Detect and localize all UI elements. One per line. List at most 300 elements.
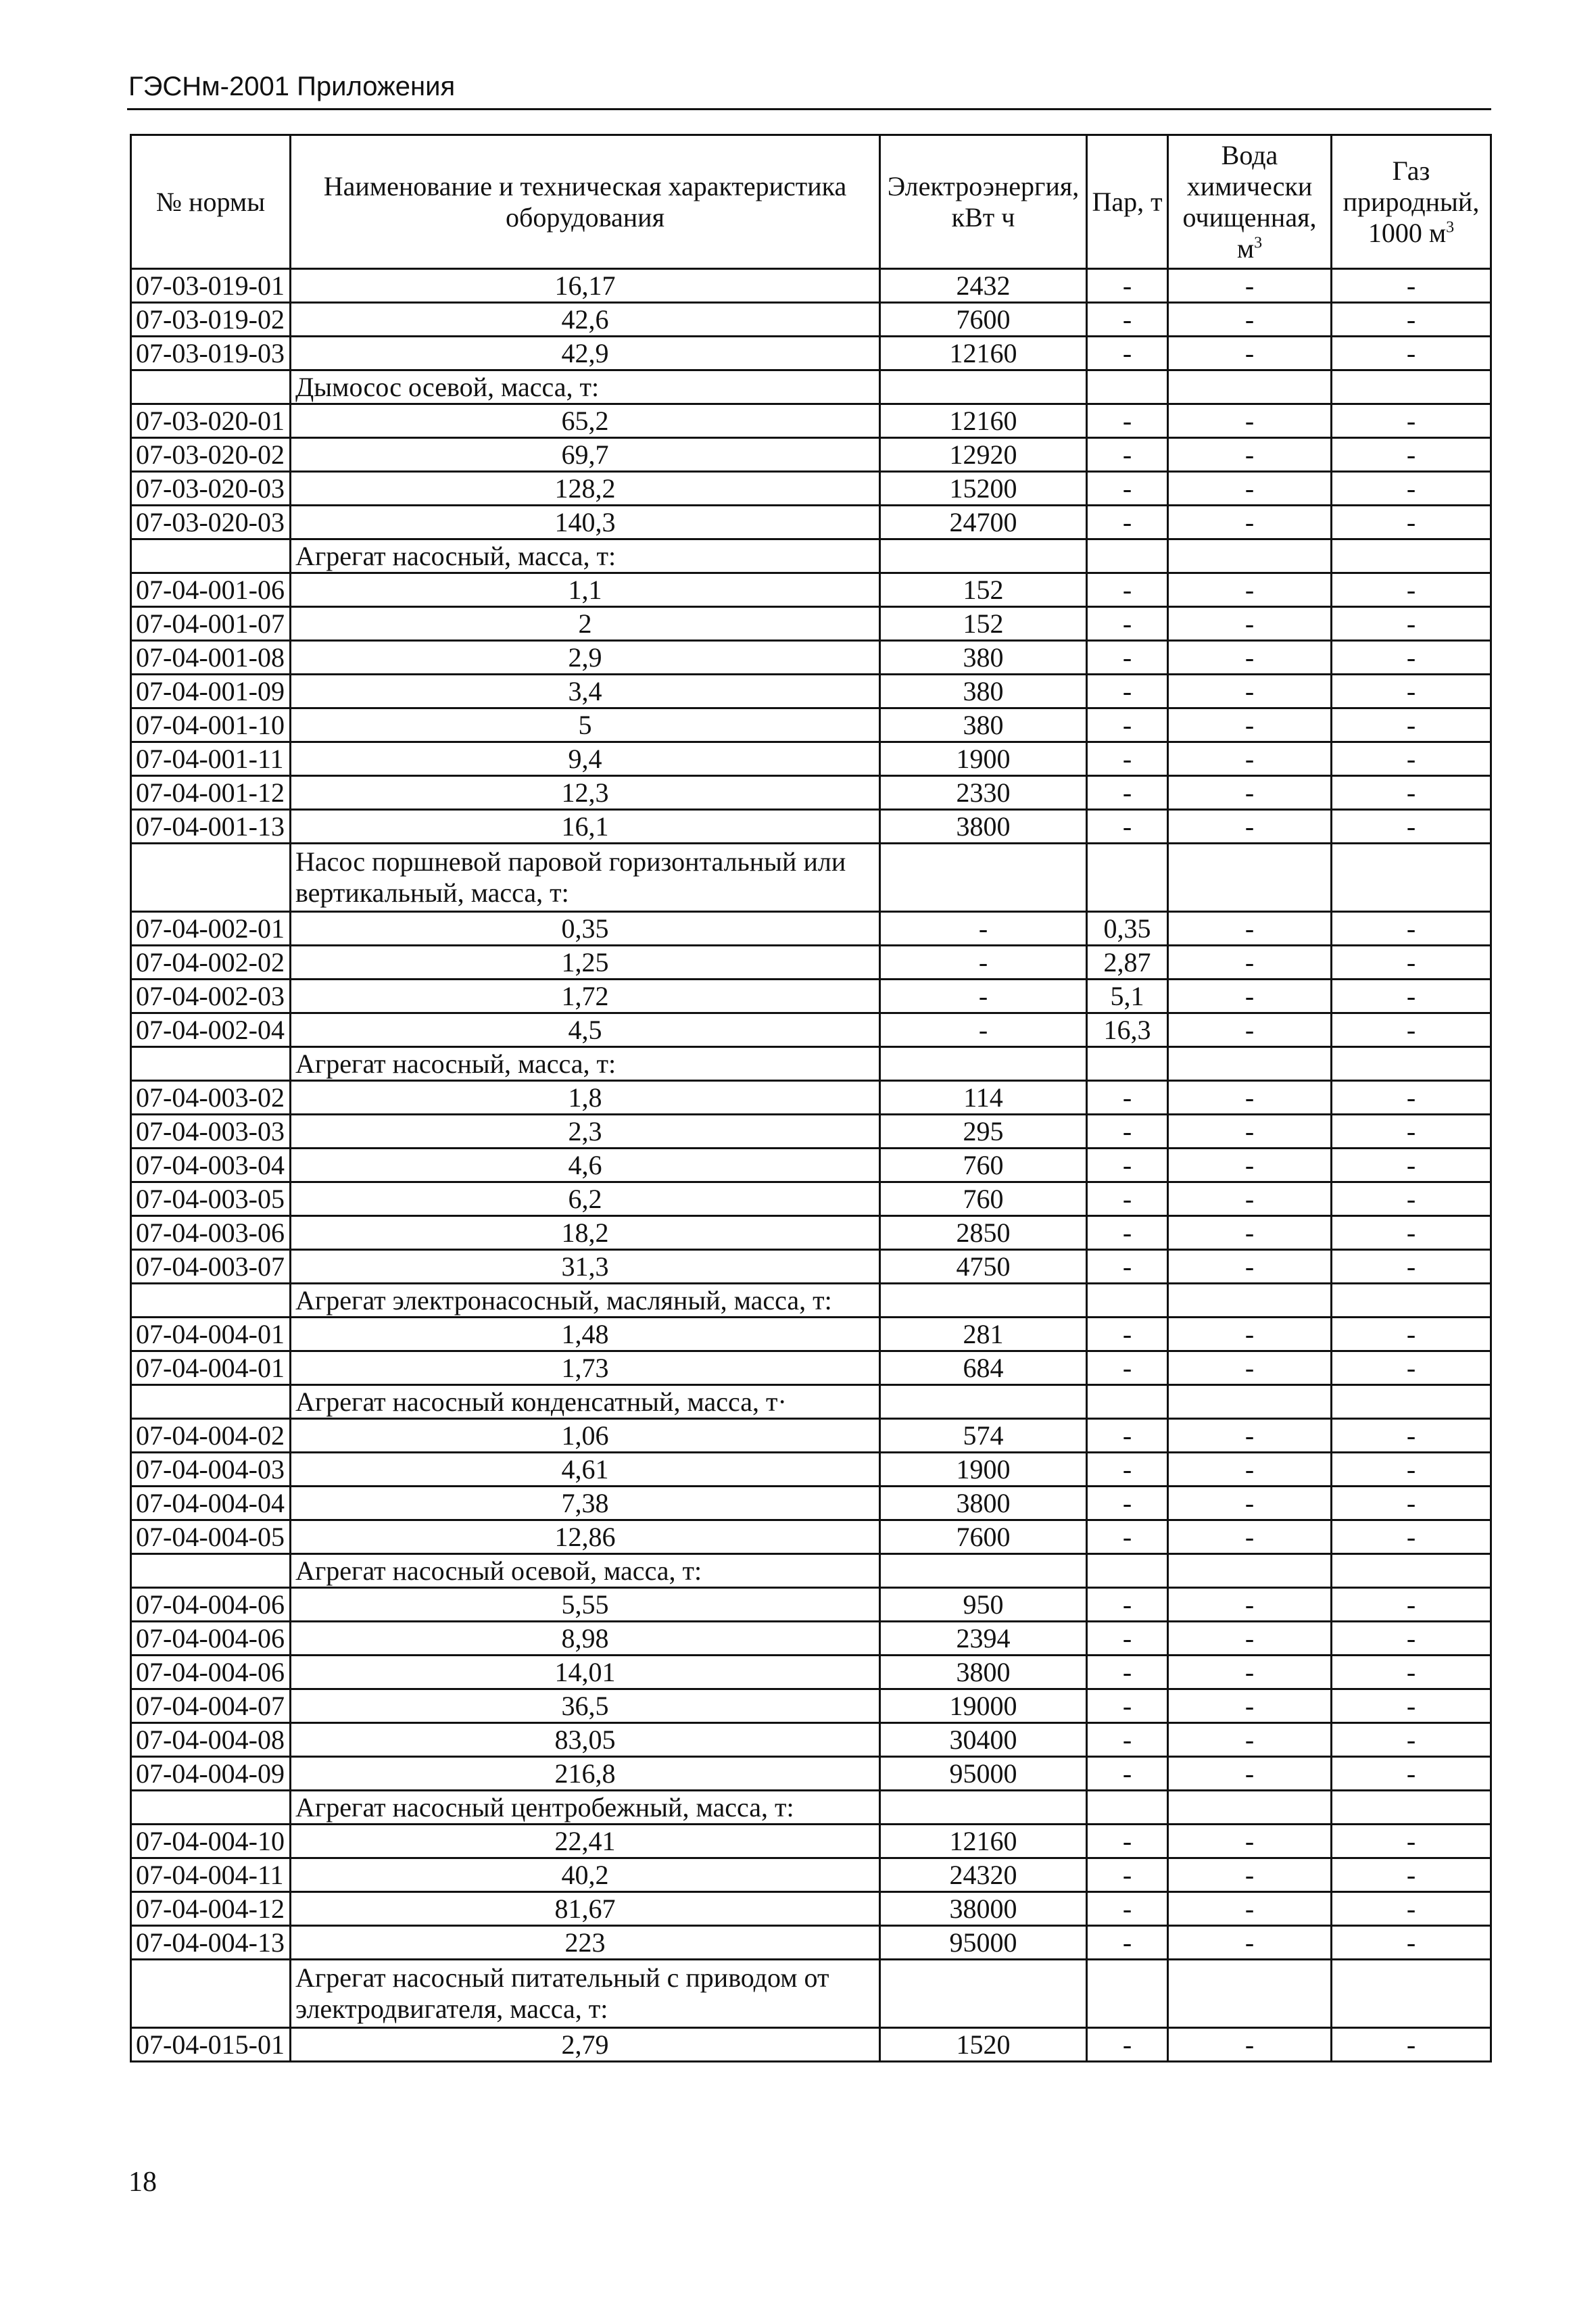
empty-cell — [131, 1284, 291, 1318]
empty-cell — [1168, 1791, 1332, 1825]
norm-code-cell: 07-04-001-07 — [131, 607, 291, 641]
norm-code-cell: 07-04-004-01 — [131, 1318, 291, 1351]
electricity-cell: 7600 — [880, 1520, 1087, 1554]
equipment-cell: 6,2 — [291, 1182, 880, 1216]
equipment-cell: 1,25 — [291, 946, 880, 980]
water-cell: - — [1168, 438, 1332, 472]
steam-cell: - — [1087, 1318, 1168, 1351]
table-row — [131, 810, 1491, 844]
empty-cell — [1168, 1960, 1332, 2028]
gas-cell: - — [1332, 675, 1491, 708]
electricity-cell: - — [880, 946, 1087, 980]
empty-cell — [1087, 844, 1168, 912]
electricity-cell: 12920 — [880, 438, 1087, 472]
water-cell: - — [1168, 1622, 1332, 1656]
table-row — [131, 1926, 1491, 1960]
electricity-cell: 19000 — [880, 1689, 1087, 1723]
water-cell: - — [1168, 1520, 1332, 1554]
water-cell: - — [1168, 269, 1332, 303]
norm-code-cell: 07-04-001-09 — [131, 675, 291, 708]
group-heading-row — [131, 539, 1491, 573]
electricity-cell: 2330 — [880, 776, 1087, 810]
empty-cell — [1332, 1554, 1491, 1588]
empty-cell — [1087, 1554, 1168, 1588]
empty-cell — [880, 1791, 1087, 1825]
norm-code-cell: 07-04-003-03 — [131, 1115, 291, 1149]
equipment-cell: 14,01 — [291, 1656, 880, 1689]
gas-cell: - — [1332, 438, 1491, 472]
gas-cell: - — [1332, 1825, 1491, 1858]
water-cell: - — [1168, 1926, 1332, 1960]
gas-cell: - — [1332, 1081, 1491, 1115]
empty-cell — [1168, 370, 1332, 404]
gas-cell: - — [1332, 980, 1491, 1013]
table-row — [131, 438, 1491, 472]
electricity-cell: 1900 — [880, 1453, 1087, 1487]
empty-cell — [131, 539, 291, 573]
equipment-cell: 1,8 — [291, 1081, 880, 1115]
empty-cell — [880, 370, 1087, 404]
col-header-electricity: Электроэнергия, кВт ч — [880, 135, 1087, 269]
gas-cell: - — [1332, 1182, 1491, 1216]
empty-cell — [880, 1960, 1087, 2028]
water-cell: - — [1168, 1115, 1332, 1149]
norm-code-cell: 07-04-004-06 — [131, 1588, 291, 1622]
norm-code-cell: 07-03-020-03 — [131, 472, 291, 506]
empty-cell — [1332, 1284, 1491, 1318]
water-cell: - — [1168, 912, 1332, 946]
steam-cell: - — [1087, 675, 1168, 708]
table-row — [131, 1723, 1491, 1757]
table-row — [131, 675, 1491, 708]
water-cell: - — [1168, 1013, 1332, 1047]
steam-cell: - — [1087, 303, 1168, 337]
electricity-cell: 38000 — [880, 1892, 1087, 1926]
empty-cell — [1332, 370, 1491, 404]
gas-cell: - — [1332, 946, 1491, 980]
table-header-row — [131, 135, 1491, 269]
steam-cell: - — [1087, 1520, 1168, 1554]
empty-cell — [880, 1554, 1087, 1588]
steam-cell: 5,1 — [1087, 980, 1168, 1013]
norm-code-cell: 07-04-004-04 — [131, 1487, 291, 1520]
gas-cell: - — [1332, 1520, 1491, 1554]
gas-cell: - — [1332, 1757, 1491, 1791]
steam-cell: - — [1087, 1149, 1168, 1182]
gas-cell: - — [1332, 472, 1491, 506]
steam-cell: - — [1087, 1081, 1168, 1115]
equipment-cell: 3,4 — [291, 675, 880, 708]
equipment-cell: 2,3 — [291, 1115, 880, 1149]
electricity-cell: 24320 — [880, 1858, 1087, 1892]
water-cell: - — [1168, 506, 1332, 539]
norm-code-cell: 07-04-004-02 — [131, 1419, 291, 1453]
group-heading-cell: Агрегат насосный конденсатный, масса, т· — [291, 1385, 880, 1419]
empty-cell — [1332, 539, 1491, 573]
water-cell: - — [1168, 573, 1332, 607]
norm-code-cell: 07-04-004-09 — [131, 1757, 291, 1791]
empty-cell — [1168, 1284, 1332, 1318]
electricity-cell: 114 — [880, 1081, 1087, 1115]
water-cell: - — [1168, 641, 1332, 675]
water-cell: - — [1168, 2028, 1332, 2062]
table-row — [131, 1419, 1491, 1453]
table-row — [131, 1588, 1491, 1622]
steam-cell: - — [1087, 2028, 1168, 2062]
electricity-cell: 760 — [880, 1149, 1087, 1182]
gas-cell: - — [1332, 1926, 1491, 1960]
steam-cell: - — [1087, 742, 1168, 776]
table-row — [131, 303, 1491, 337]
equipment-cell: 4,5 — [291, 1013, 880, 1047]
water-cell: - — [1168, 1892, 1332, 1926]
gas-cell: - — [1332, 810, 1491, 844]
water-cell: - — [1168, 1081, 1332, 1115]
gas-cell: - — [1332, 337, 1491, 370]
water-cell: - — [1168, 1757, 1332, 1791]
water-cell: - — [1168, 1588, 1332, 1622]
equipment-cell: 8,98 — [291, 1622, 880, 1656]
electricity-cell: 3800 — [880, 1487, 1087, 1520]
table-row — [131, 1351, 1491, 1385]
group-heading-cell: Агрегат электронасосный, масляный, масса, т: — [291, 1284, 880, 1318]
equipment-cell: 4,6 — [291, 1149, 880, 1182]
table-row — [131, 404, 1491, 438]
table-row — [131, 1081, 1491, 1115]
gas-cell: - — [1332, 1453, 1491, 1487]
steam-cell: - — [1087, 1588, 1168, 1622]
steam-cell: - — [1087, 337, 1168, 370]
empty-cell — [131, 844, 291, 912]
group-heading-row — [131, 370, 1491, 404]
water-cell: - — [1168, 776, 1332, 810]
gas-cell: - — [1332, 912, 1491, 946]
equipment-cell: 83,05 — [291, 1723, 880, 1757]
electricity-cell: 380 — [880, 641, 1087, 675]
gas-cell: - — [1332, 1419, 1491, 1453]
table-row — [131, 1115, 1491, 1149]
gas-cell: - — [1332, 1858, 1491, 1892]
equipment-cell: 65,2 — [291, 404, 880, 438]
equipment-cell: 7,38 — [291, 1487, 880, 1520]
col-header-equipment: Наименование и техническая характеристика оборудования — [291, 135, 880, 269]
table-row — [131, 1825, 1491, 1858]
empty-cell — [131, 1791, 291, 1825]
electricity-cell: 152 — [880, 573, 1087, 607]
steam-cell: - — [1087, 1858, 1168, 1892]
equipment-cell: 2,79 — [291, 2028, 880, 2062]
steam-cell: - — [1087, 1351, 1168, 1385]
norm-code-cell: 07-04-004-05 — [131, 1520, 291, 1554]
table-row — [131, 1656, 1491, 1689]
table-row — [131, 1757, 1491, 1791]
electricity-cell: 1520 — [880, 2028, 1087, 2062]
empty-cell — [1332, 1791, 1491, 1825]
water-cell: - — [1168, 1318, 1332, 1351]
water-cell: - — [1168, 708, 1332, 742]
water-cell: - — [1168, 1351, 1332, 1385]
water-cell: - — [1168, 980, 1332, 1013]
norm-code-cell: 07-04-004-03 — [131, 1453, 291, 1487]
table-row — [131, 269, 1491, 303]
gas-cell: - — [1332, 506, 1491, 539]
electricity-cell: 281 — [880, 1318, 1087, 1351]
equipment-cell: 1,73 — [291, 1351, 880, 1385]
table-row — [131, 506, 1491, 539]
table-row — [131, 776, 1491, 810]
steam-cell: - — [1087, 1182, 1168, 1216]
water-cell: - — [1168, 946, 1332, 980]
norm-code-cell: 07-04-004-07 — [131, 1689, 291, 1723]
norm-code-cell: 07-04-001-10 — [131, 708, 291, 742]
gas-cell: - — [1332, 1351, 1491, 1385]
steam-cell: - — [1087, 1757, 1168, 1791]
group-heading-cell: Агрегат насосный, масса, т: — [291, 539, 880, 573]
norm-code-cell: 07-04-002-02 — [131, 946, 291, 980]
equipment-cell: 1,48 — [291, 1318, 880, 1351]
table-row — [131, 1182, 1491, 1216]
steam-cell: 16,3 — [1087, 1013, 1168, 1047]
water-cell: - — [1168, 1825, 1332, 1858]
steam-cell: 0,35 — [1087, 912, 1168, 946]
steam-cell: - — [1087, 506, 1168, 539]
water-cell: - — [1168, 472, 1332, 506]
steam-cell: - — [1087, 1723, 1168, 1757]
col-header-water: Вода химически очищенная, $м^3$ — [1168, 135, 1332, 269]
equipment-cell: 2,9 — [291, 641, 880, 675]
water-cell: - — [1168, 675, 1332, 708]
table-row — [131, 1487, 1491, 1520]
equipment-cell: 42,9 — [291, 337, 880, 370]
gas-cell: - — [1332, 776, 1491, 810]
table-row — [131, 1520, 1491, 1554]
steam-cell: - — [1087, 404, 1168, 438]
equipment-cell: 16,17 — [291, 269, 880, 303]
norm-code-cell: 07-04-004-06 — [131, 1656, 291, 1689]
gas-cell: - — [1332, 1013, 1491, 1047]
electricity-cell: 380 — [880, 708, 1087, 742]
empty-cell — [1332, 1960, 1491, 2028]
table-row — [131, 1892, 1491, 1926]
equipment-cell: 69,7 — [291, 438, 880, 472]
empty-cell — [1332, 844, 1491, 912]
table-row — [131, 607, 1491, 641]
electricity-cell: - — [880, 912, 1087, 946]
table-row — [131, 1689, 1491, 1723]
electricity-cell: 12160 — [880, 404, 1087, 438]
table-row — [131, 912, 1491, 946]
col-header-gas: Газ природный, 1000 $м^3$ — [1332, 135, 1491, 269]
equipment-cell: 128,2 — [291, 472, 880, 506]
steam-cell: - — [1087, 1453, 1168, 1487]
norm-code-cell: 07-04-003-05 — [131, 1182, 291, 1216]
empty-cell — [1087, 370, 1168, 404]
steam-cell: - — [1087, 641, 1168, 675]
table-row — [131, 1250, 1491, 1284]
gas-cell: - — [1332, 1723, 1491, 1757]
equipment-cell: 12,86 — [291, 1520, 880, 1554]
steam-cell: - — [1087, 1115, 1168, 1149]
steam-cell: - — [1087, 1622, 1168, 1656]
empty-cell — [1168, 539, 1332, 573]
gas-cell: - — [1332, 303, 1491, 337]
equipment-cell: 140,3 — [291, 506, 880, 539]
empty-cell — [880, 1385, 1087, 1419]
water-cell: - — [1168, 1419, 1332, 1453]
water-cell: - — [1168, 810, 1332, 844]
empty-cell — [131, 1047, 291, 1081]
empty-cell — [131, 1960, 291, 2028]
table-row — [131, 472, 1491, 506]
gas-cell: - — [1332, 641, 1491, 675]
empty-cell — [1332, 1047, 1491, 1081]
group-heading-row — [131, 1047, 1491, 1081]
empty-cell — [880, 539, 1087, 573]
electricity-cell: 295 — [880, 1115, 1087, 1149]
group-heading-row — [131, 1385, 1491, 1419]
group-heading-row — [131, 1960, 1491, 2028]
water-cell: - — [1168, 337, 1332, 370]
norm-code-cell: 07-04-004-10 — [131, 1825, 291, 1858]
group-heading-cell: Дымосос осевой, масса, т: — [291, 370, 880, 404]
equipment-cell: 1,06 — [291, 1419, 880, 1453]
table-row — [131, 1318, 1491, 1351]
gas-cell: - — [1332, 1892, 1491, 1926]
water-cell: - — [1168, 1216, 1332, 1250]
water-cell: - — [1168, 1858, 1332, 1892]
equipment-cell: 42,6 — [291, 303, 880, 337]
water-cell: - — [1168, 1689, 1332, 1723]
empty-cell — [131, 370, 291, 404]
steam-cell: - — [1087, 1487, 1168, 1520]
table-row — [131, 708, 1491, 742]
empty-cell — [1087, 1791, 1168, 1825]
table-row — [131, 2028, 1491, 2062]
gas-cell: - — [1332, 1588, 1491, 1622]
norm-code-cell: 07-04-001-13 — [131, 810, 291, 844]
empty-cell — [1087, 1385, 1168, 1419]
gas-cell: - — [1332, 1115, 1491, 1149]
norm-code-cell: 07-04-002-04 — [131, 1013, 291, 1047]
table-row — [131, 1453, 1491, 1487]
equipment-cell: 216,8 — [291, 1757, 880, 1791]
norm-code-cell: 07-04-001-08 — [131, 641, 291, 675]
group-heading-cell: Агрегат насосный центробежный, масса, т: — [291, 1791, 880, 1825]
norm-code-cell: 07-04-001-06 — [131, 573, 291, 607]
steam-cell: - — [1087, 1926, 1168, 1960]
water-cell: - — [1168, 404, 1332, 438]
electricity-cell: 3800 — [880, 810, 1087, 844]
water-cell: - — [1168, 607, 1332, 641]
electricity-cell: - — [880, 1013, 1087, 1047]
group-heading-row — [131, 1554, 1491, 1588]
empty-cell — [1087, 1047, 1168, 1081]
gas-cell: - — [1332, 708, 1491, 742]
gas-cell: - — [1332, 1216, 1491, 1250]
steam-cell: - — [1087, 269, 1168, 303]
electricity-cell: 1900 — [880, 742, 1087, 776]
electricity-cell: 15200 — [880, 472, 1087, 506]
norm-code-cell: 07-04-002-03 — [131, 980, 291, 1013]
gas-cell: - — [1332, 1689, 1491, 1723]
electricity-cell: 95000 — [880, 1757, 1087, 1791]
electricity-cell: 684 — [880, 1351, 1087, 1385]
header-rule — [127, 108, 1491, 110]
equipment-cell: 9,4 — [291, 742, 880, 776]
table-row — [131, 1622, 1491, 1656]
electricity-cell: 2850 — [880, 1216, 1087, 1250]
electricity-cell: 4750 — [880, 1250, 1087, 1284]
norm-code-cell: 07-03-020-03 — [131, 506, 291, 539]
gas-cell: - — [1332, 404, 1491, 438]
table-row — [131, 641, 1491, 675]
equipment-cell: 36,5 — [291, 1689, 880, 1723]
electricity-cell: 95000 — [880, 1926, 1087, 1960]
group-heading-row — [131, 1791, 1491, 1825]
page-number: 18 — [128, 2167, 157, 2198]
empty-cell — [880, 844, 1087, 912]
equipment-cell: 5 — [291, 708, 880, 742]
water-cell: - — [1168, 1723, 1332, 1757]
table-row — [131, 1013, 1491, 1047]
norm-code-cell: 07-04-003-07 — [131, 1250, 291, 1284]
electricity-cell: 380 — [880, 675, 1087, 708]
norm-code-cell: 07-04-004-06 — [131, 1622, 291, 1656]
equipment-cell: 40,2 — [291, 1858, 880, 1892]
steam-cell: - — [1087, 607, 1168, 641]
equipment-cell: 5,55 — [291, 1588, 880, 1622]
gas-cell: - — [1332, 1149, 1491, 1182]
norm-code-cell: 07-04-004-08 — [131, 1723, 291, 1757]
table-row — [131, 946, 1491, 980]
water-cell: - — [1168, 1149, 1332, 1182]
electricity-cell: 2394 — [880, 1622, 1087, 1656]
table-row — [131, 980, 1491, 1013]
gas-cell: - — [1332, 269, 1491, 303]
gas-cell: - — [1332, 1250, 1491, 1284]
equipment-cell: 12,3 — [291, 776, 880, 810]
norm-code-cell: 07-04-004-13 — [131, 1926, 291, 1960]
electricity-cell: 2432 — [880, 269, 1087, 303]
empty-cell — [1168, 1554, 1332, 1588]
gas-cell: - — [1332, 2028, 1491, 2062]
water-cell: - — [1168, 303, 1332, 337]
electricity-cell: 12160 — [880, 337, 1087, 370]
steam-cell: - — [1087, 1892, 1168, 1926]
norm-code-cell: 07-03-020-02 — [131, 438, 291, 472]
group-heading-row — [131, 1284, 1491, 1318]
water-cell: - — [1168, 742, 1332, 776]
empty-cell — [1168, 844, 1332, 912]
table-row — [131, 1858, 1491, 1892]
steam-cell: - — [1087, 472, 1168, 506]
equipment-cell: 2 — [291, 607, 880, 641]
table-row — [131, 1149, 1491, 1182]
steam-cell: - — [1087, 1689, 1168, 1723]
norm-code-cell: 07-04-003-04 — [131, 1149, 291, 1182]
equipment-cell: 18,2 — [291, 1216, 880, 1250]
electricity-cell: 574 — [880, 1419, 1087, 1453]
gas-cell: - — [1332, 1318, 1491, 1351]
equipment-cell: 31,3 — [291, 1250, 880, 1284]
equipment-cell: 16,1 — [291, 810, 880, 844]
empty-cell — [1087, 539, 1168, 573]
steam-cell: - — [1087, 1825, 1168, 1858]
norm-code-cell: 07-04-001-11 — [131, 742, 291, 776]
gas-cell: - — [1332, 607, 1491, 641]
equipment-cell: 4,61 — [291, 1453, 880, 1487]
steam-cell: - — [1087, 1419, 1168, 1453]
